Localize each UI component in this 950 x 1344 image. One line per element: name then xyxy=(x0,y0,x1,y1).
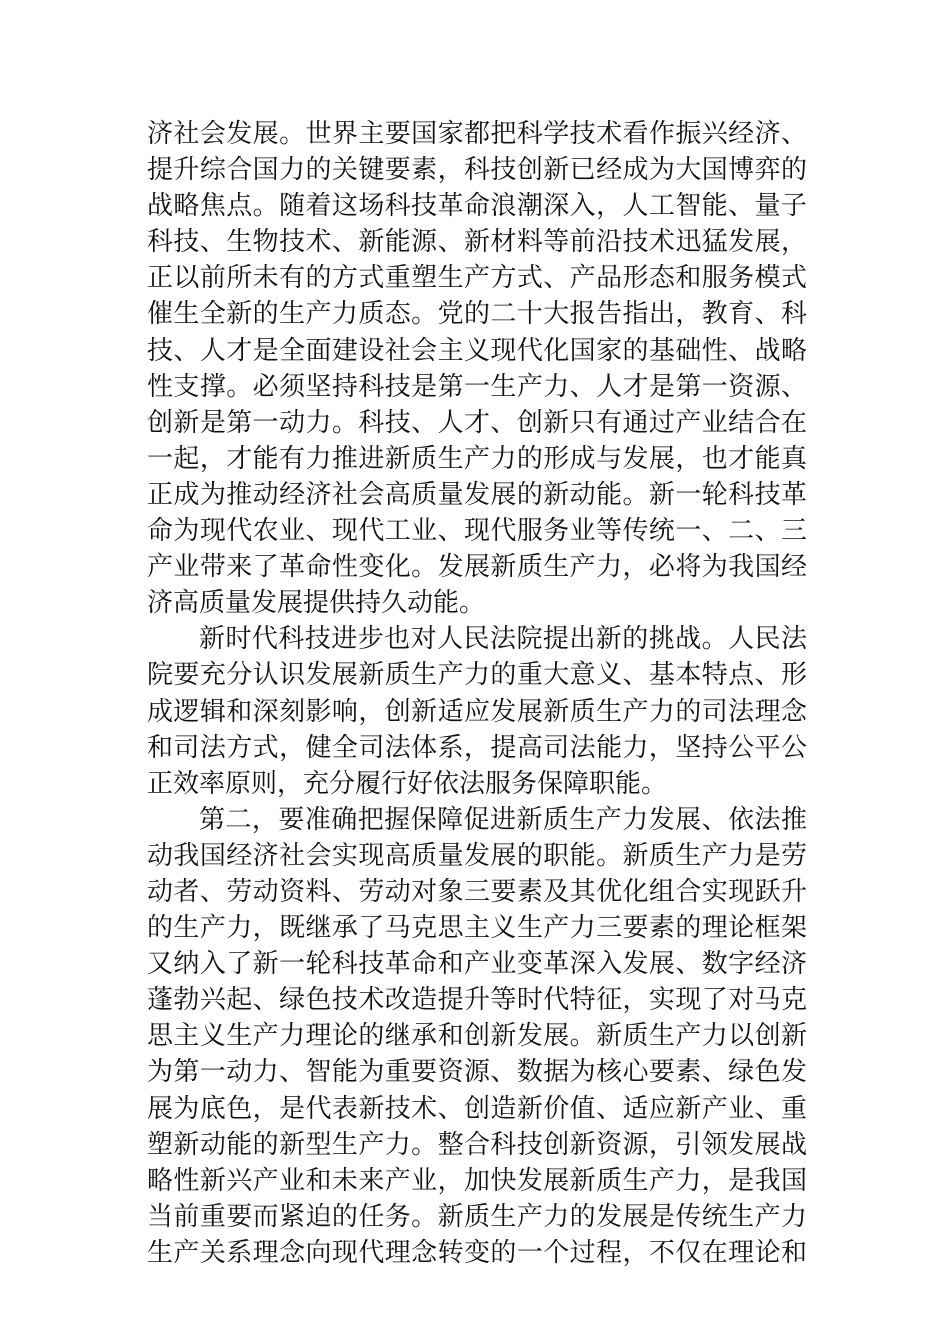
text-line: 命为现代农业、现代工业、现代服务业等传统一、二、三 xyxy=(147,516,807,547)
text-line: 济高质量发展提供持久动能。 xyxy=(147,588,486,619)
text-line: 动我国经济社会实现高质量发展的职能。新质生产力是劳 xyxy=(147,840,807,871)
paragraph-first-line: 第二，要准确把握保障促进新质生产力发展、依法推 xyxy=(199,804,807,835)
text-line: 略性新兴产业和未来产业，加快发展新质生产力，是我国 xyxy=(147,1165,807,1196)
paragraph-first-line: 新时代科技进步也对人民法院提出新的挑战。人民法 xyxy=(199,624,807,655)
text-line: 蓬勃兴起、绿色技术改造提升等时代特征，实现了对马克 xyxy=(147,985,807,1016)
text-line: 又纳入了新一轮科技革命和产业变革深入发展、数字经济 xyxy=(147,949,807,980)
text-line: 院要充分认识发展新质生产力的重大意义、基本特点、形 xyxy=(147,660,807,691)
text-line: 一起，才能有力推进新质生产力的形成与发展，也才能真 xyxy=(147,443,807,474)
text-line: 正效率原则，充分履行好依法服务保障职能。 xyxy=(147,768,668,799)
text-line: 科技、生物技术、新能源、新材料等前沿技术迅猛发展， xyxy=(147,227,807,258)
text-line: 塑新动能的新型生产力。整合科技创新资源，引领发展战 xyxy=(147,1129,807,1160)
text-line: 的生产力，既继承了马克思主义生产力三要素的理论框架 xyxy=(147,913,807,944)
text-line: 当前重要而紧迫的任务。新质生产力的发展是传统生产力 xyxy=(147,1201,807,1232)
text-line: 生产关系理念向现代理念转变的一个过程，不仅在理论和 xyxy=(147,1237,807,1268)
text-line: 战略焦点。随着这场科技革命浪潮深入，人工智能、量子 xyxy=(147,191,807,222)
text-line: 正以前所未有的方式重塑生产方式、产品形态和服务模式 xyxy=(147,263,807,294)
text-line: 展为底色，是代表新技术、创造新价值、适应新产业、重 xyxy=(147,1093,807,1124)
text-line: 创新是第一动力。科技、人才、创新只有通过产业结合在 xyxy=(147,407,807,438)
text-line: 济社会发展。世界主要国家都把科学技术看作振兴经济、 xyxy=(147,119,807,149)
text-line: 正成为推动经济社会高质量发展的新动能。新一轮科技革 xyxy=(147,479,807,510)
text-line: 思主义生产力理论的继承和创新发展。新质生产力以创新 xyxy=(147,1021,807,1052)
text-line: 性支撑。必须坚持科技是第一生产力、人才是第一资源、 xyxy=(147,371,807,402)
text-line: 动者、劳动资料、劳动对象三要素及其优化组合实现跃升 xyxy=(147,876,807,907)
text-line: 和司法方式，健全司法体系，提高司法能力，坚持公平公 xyxy=(147,732,807,763)
text-line: 成逻辑和深刻影响，创新适应发展新质生产力的司法理念 xyxy=(147,696,807,727)
body-text xyxy=(147,116,807,1271)
text-line: 催生全新的生产力质态。党的二十大报告指出，教育、科 xyxy=(147,299,807,330)
text-line: 技、人才是全面建设社会主义现代化国家的基础性、战略 xyxy=(147,335,807,366)
text-line: 产业带来了革命性变化。发展新质生产力，必将为我国经 xyxy=(147,552,807,583)
text-line: 为第一动力、智能为重要资源、数据为核心要素、绿色发 xyxy=(147,1057,807,1088)
text-line: 提升综合国力的关键要素，科技创新已经成为大国博弈的 xyxy=(147,155,807,186)
